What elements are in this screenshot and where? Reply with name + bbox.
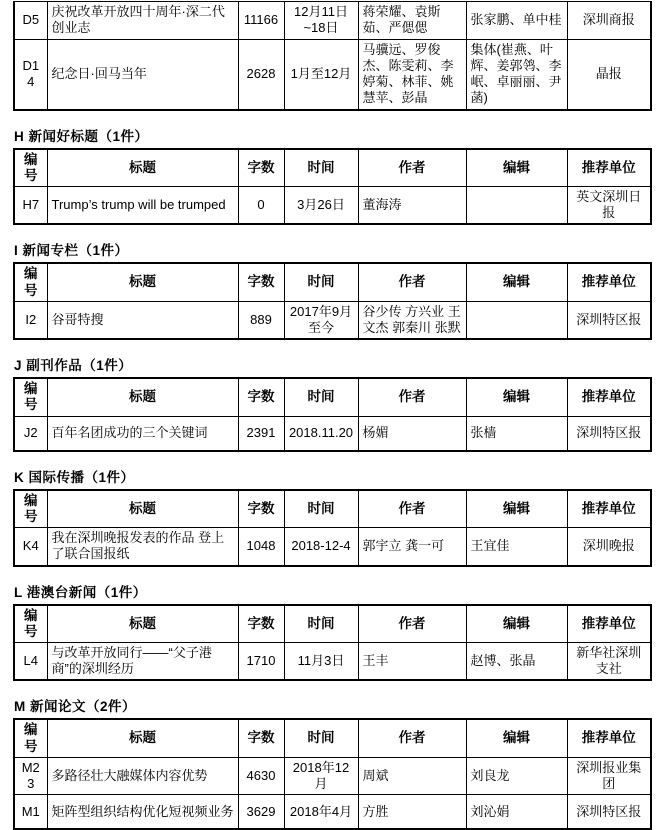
cell-time: 2018年12月 [284,757,358,795]
section-table-i [13,262,652,340]
col-header-authors: 作者 [358,605,466,643]
cell-title: 矩阵型组织结构优化短视频业务 [47,795,238,830]
cell-unit: 深圳特区报 [567,416,651,451]
cell-time: 2018-12-4 [284,528,358,566]
cell-authors: 马骥远、罗俊杰、陈雯莉、李婷菊、林菲、姚慧苹、彭晶 [358,39,466,110]
cell-title: 纪念日·回马当年 [47,39,238,110]
col-header-id: 编号 [14,378,47,416]
cell-id: J2 [14,416,47,451]
col-header-id: 编号 [14,719,47,757]
top-continued-table [13,1,652,111]
col-header-unit: 推荐单位 [567,263,651,301]
col-header-words: 字数 [238,378,284,416]
cell-editors: 集体(崔燕、叶辉、姜郭鸰、李岷、卓丽丽、尹菡) [466,39,567,110]
cell-authors: 王丰 [358,642,466,680]
table-row-L4 [14,642,651,680]
col-header-time: 时间 [284,149,358,187]
col-header-words: 字数 [238,605,284,643]
cell-id: K4 [14,528,47,566]
col-header-unit: 推荐单位 [567,719,651,757]
cell-words: 889 [238,301,284,339]
cell-editors: 刘沁娟 [466,795,567,830]
cell-editors: 刘良龙 [466,757,567,795]
cell-time: 3月26日 [284,186,358,224]
header-row [14,605,651,643]
section-table-l [13,604,652,682]
cell-words: 2391 [238,416,284,451]
cell-words: 3629 [238,795,284,830]
section-heading-h: H 新闻好标题（1件） [14,128,149,144]
col-header-title: 标题 [47,605,238,643]
col-header-title: 标题 [47,378,238,416]
header-row [14,378,651,416]
cell-editors: 王宜佳 [466,528,567,566]
cell-id: M23 [14,757,47,795]
col-header-editors: 编辑 [466,378,567,416]
table-row-I2 [14,301,651,339]
cell-title: 谷哥特搜 [47,301,238,339]
cell-title: Trump’s trump will be trumped [47,186,238,224]
col-header-unit: 推荐单位 [567,149,651,187]
cell-id: H7 [14,186,47,224]
col-header-id: 编号 [14,490,47,528]
cell-unit: 深圳报业集团 [567,757,651,795]
col-header-title: 标题 [47,719,238,757]
cell-words: 11166 [238,2,284,40]
cell-unit: 深圳晚报 [567,528,651,566]
col-header-title: 标题 [47,149,238,187]
cell-unit: 深圳商报 [567,2,651,40]
table-row-M23 [14,757,651,795]
cell-authors: 谷少传 方兴业 王文杰 郭秦川 张默 [358,301,466,339]
cell-time: 2018年4月 [284,795,358,830]
cell-authors: 周斌 [358,757,466,795]
col-header-id: 编号 [14,263,47,301]
col-header-editors: 编辑 [466,149,567,187]
table-row-H7 [14,186,651,224]
cell-words: 2628 [238,39,284,110]
cell-id: M1 [14,795,47,830]
section-table-m [13,718,652,830]
cell-id: D14 [14,39,47,110]
col-header-unit: 推荐单位 [567,490,651,528]
header-row [14,490,651,528]
col-header-time: 时间 [284,605,358,643]
col-header-words: 字数 [238,149,284,187]
col-header-id: 编号 [14,605,47,643]
header-row [14,263,651,301]
section-heading-m: M 新闻论文（2件） [14,699,137,715]
col-header-title: 标题 [47,263,238,301]
section-heading-k: K 国际传播（1件） [14,469,135,485]
cell-title: 庆祝改革开放四十周年·深二代创业志 [47,2,238,40]
col-header-editors: 编辑 [466,605,567,643]
cell-unit: 新华社深圳支社 [567,642,651,680]
cell-authors: 方胜 [358,795,466,830]
col-header-unit: 推荐单位 [567,378,651,416]
section-table-k [13,489,652,567]
cell-words: 4630 [238,757,284,795]
cell-editors: 赵博、张晶 [466,642,567,680]
cell-time: 12月11日~18日 [284,2,358,40]
cell-words: 0 [238,186,284,224]
cell-editors [466,186,567,224]
section-table-h [13,148,652,226]
col-header-time: 时间 [284,719,358,757]
col-header-authors: 作者 [358,490,466,528]
section-heading-i: I 新闻专栏（1件） [14,243,129,259]
cell-editors: 张家鹏、单中桂 [466,2,567,40]
cell-unit: 深圳特区报 [567,301,651,339]
col-header-authors: 作者 [358,263,466,301]
col-header-editors: 编辑 [466,719,567,757]
cell-authors: 郭宇立 龚一可 [358,528,466,566]
cell-authors: 董海涛 [358,186,466,224]
cell-time: 2017年9月至今 [284,301,358,339]
col-header-time: 时间 [284,378,358,416]
col-header-time: 时间 [284,263,358,301]
col-header-title: 标题 [47,490,238,528]
col-header-unit: 推荐单位 [567,605,651,643]
table-row-M1 [14,795,651,830]
cell-unit: 英文深圳日报 [567,186,651,224]
table-row-D5 [14,2,651,40]
col-header-time: 时间 [284,490,358,528]
cell-title: 百年名团成功的三个关键词 [47,416,238,451]
cell-id: I2 [14,301,47,339]
table-row-D14 [14,39,651,110]
section-table-j [13,377,652,451]
col-header-authors: 作者 [358,719,466,757]
cell-unit: 深圳特区报 [567,795,651,830]
col-header-editors: 编辑 [466,490,567,528]
cell-editors: 张樯 [466,416,567,451]
cell-time: 1月至12月 [284,39,358,110]
header-row [14,149,651,187]
col-header-words: 字数 [238,719,284,757]
cell-id: L4 [14,642,47,680]
col-header-words: 字数 [238,490,284,528]
table-row-K4 [14,528,651,566]
cell-time: 2018.11.20 [284,416,358,451]
cell-unit: 晶报 [567,39,651,110]
cell-words: 1048 [238,528,284,566]
cell-title: 我在深圳晚报发表的作品 登上了联合国报纸 [47,528,238,566]
section-heading-l: L 港澳台新闻（1件） [14,584,147,600]
cell-title: 多路径壮大融媒体内容优势 [47,757,238,795]
section-heading-j: J 副刊作品（1件） [14,358,133,374]
col-header-authors: 作者 [358,378,466,416]
cell-words: 1710 [238,642,284,680]
cell-authors: 蒋荣耀、袁斯茹、严偲偲 [358,2,466,40]
col-header-editors: 编辑 [466,263,567,301]
header-row [14,719,651,757]
table-row-J2 [14,416,651,451]
cell-title: 与改革开放同行——“父子港商”的深圳经历 [47,642,238,680]
cell-time: 11月3日 [284,642,358,680]
cell-editors [466,301,567,339]
col-header-id: 编号 [14,149,47,187]
cell-authors: 杨媚 [358,416,466,451]
col-header-authors: 作者 [358,149,466,187]
cell-id: D5 [14,2,47,40]
col-header-words: 字数 [238,263,284,301]
